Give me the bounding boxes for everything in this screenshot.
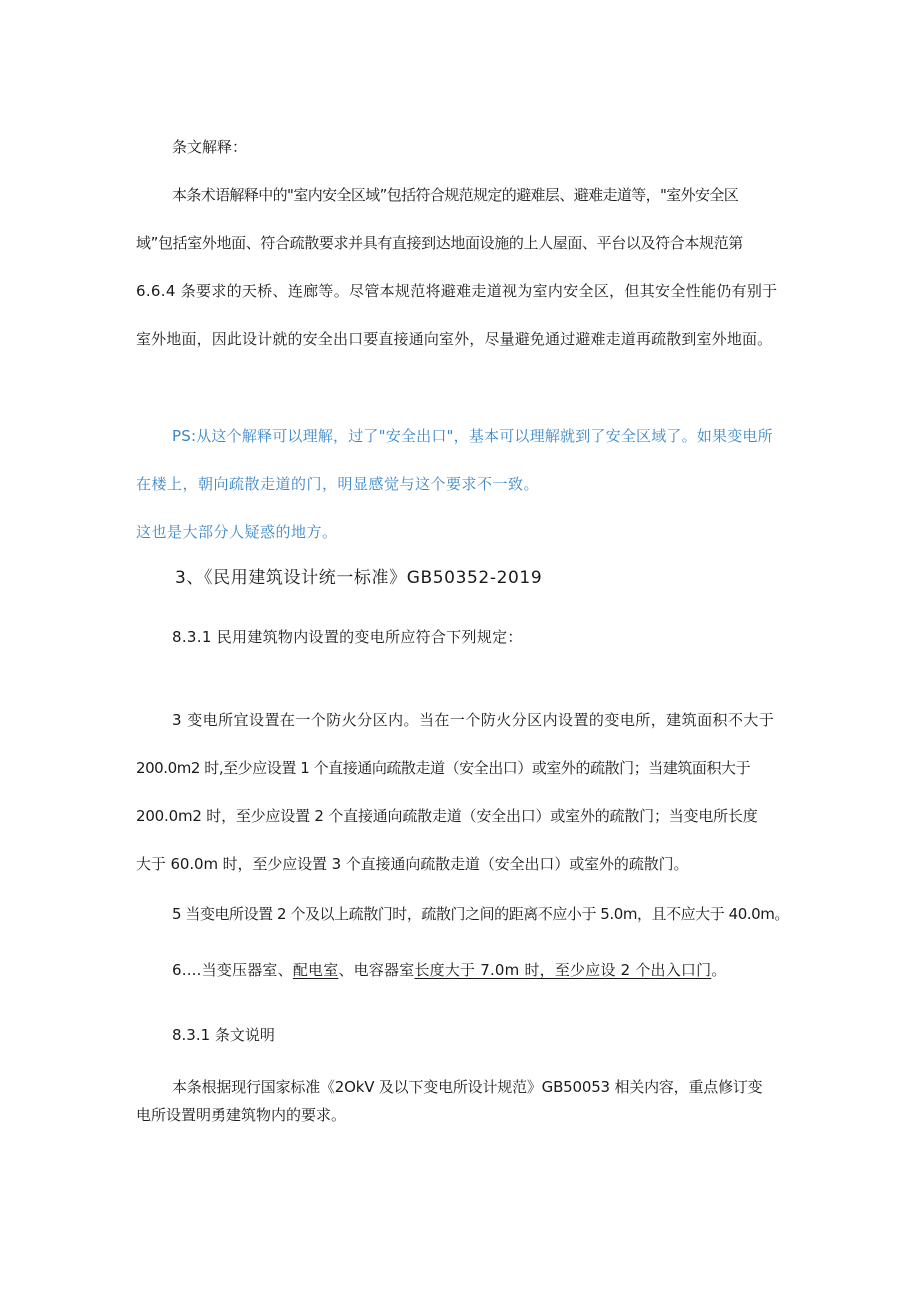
clause-note-title: 8.3.1 条文说明 xyxy=(172,1026,275,1044)
paragraph-line: 6.6.4 条要求的天桥、连廊等。尽管本规范将避难走道视为室内安全区，但其安全性能仍有别于 xyxy=(136,282,778,300)
item-6 xyxy=(172,960,727,980)
item-6-text: 。 xyxy=(711,961,727,979)
item-6-underlined: 长度大于 7.0m 时，至少应设 2 个出入口门 xyxy=(414,961,712,979)
paragraph-line: 域”包括室外地面、符合疏散要求并具有直接到达地面设施的上人屋面、平台以及符合本规范第 xyxy=(136,234,743,252)
section-heading: 3、《民用建筑设计统一标准》GB50352-2019 xyxy=(175,568,543,588)
item-6-text: 、电容器室 xyxy=(338,961,415,979)
note-line: 电所设置明勇建筑物内的要求。 xyxy=(136,1106,347,1124)
ps-note-line: PS:从这个解释可以理解，过了"安全出口"，基本可以理解就到了安全区域了。如果变电所 xyxy=(172,427,773,445)
item-3-line: 大于 60.0m 时，至少应设置 3 个直接通向疏散走道（安全出口）或室外的疏散门。 xyxy=(136,855,689,873)
item-6-text: 6....当变压器室、 xyxy=(172,961,293,979)
item-3-line: 200.0m2 时,至少应设置 1 个直接通向疏散走道（安全出口）或室外的疏散门；当建筑面积大于 xyxy=(136,759,751,777)
paragraph-line: 本条术语解释中的"室内安全区域”包括符合规范规定的避难层、避难走道等，"室外安全区 xyxy=(172,186,739,204)
ps-note-line: 在楼上，朝向疏散走道的门，明显感觉与这个要求不一致。 xyxy=(136,475,540,493)
item-3-line: 200.0m2 时，至少应设置 2 个直接通向疏散走道（安全出口）或室外的疏散门；当变电所长度 xyxy=(136,807,758,825)
item-5: 5 当变电所设置 2 个及以上疏散门时，疏散门之间的距离不应小于 5.0m，且不应大于 40.0m。 xyxy=(172,905,789,923)
clause-title: 8.3.1 民用建筑物内设置的变电所应符合下列规定： xyxy=(172,628,523,646)
paragraph-line: 室外地面，因此设计就的安全出口要直接通向室外，尽量避免通过避难走道再疏散到室外地面。 xyxy=(136,330,773,348)
note-line: 本条根据现行国家标准《2OkV 及以下变电所设计规范》GB50053 相关内容，重点修订变 xyxy=(172,1078,763,1096)
interpretation-title: 条文解释： xyxy=(172,138,248,156)
item-6-underlined: 配电室 xyxy=(292,961,339,979)
ps-note-line: 这也是大部分人疑惑的地方。 xyxy=(136,523,338,541)
item-3-line: 3 变电所宜设置在一个防火分区内。当在一个防火分区内设置的变电所，建筑面积不大于 xyxy=(172,711,775,729)
